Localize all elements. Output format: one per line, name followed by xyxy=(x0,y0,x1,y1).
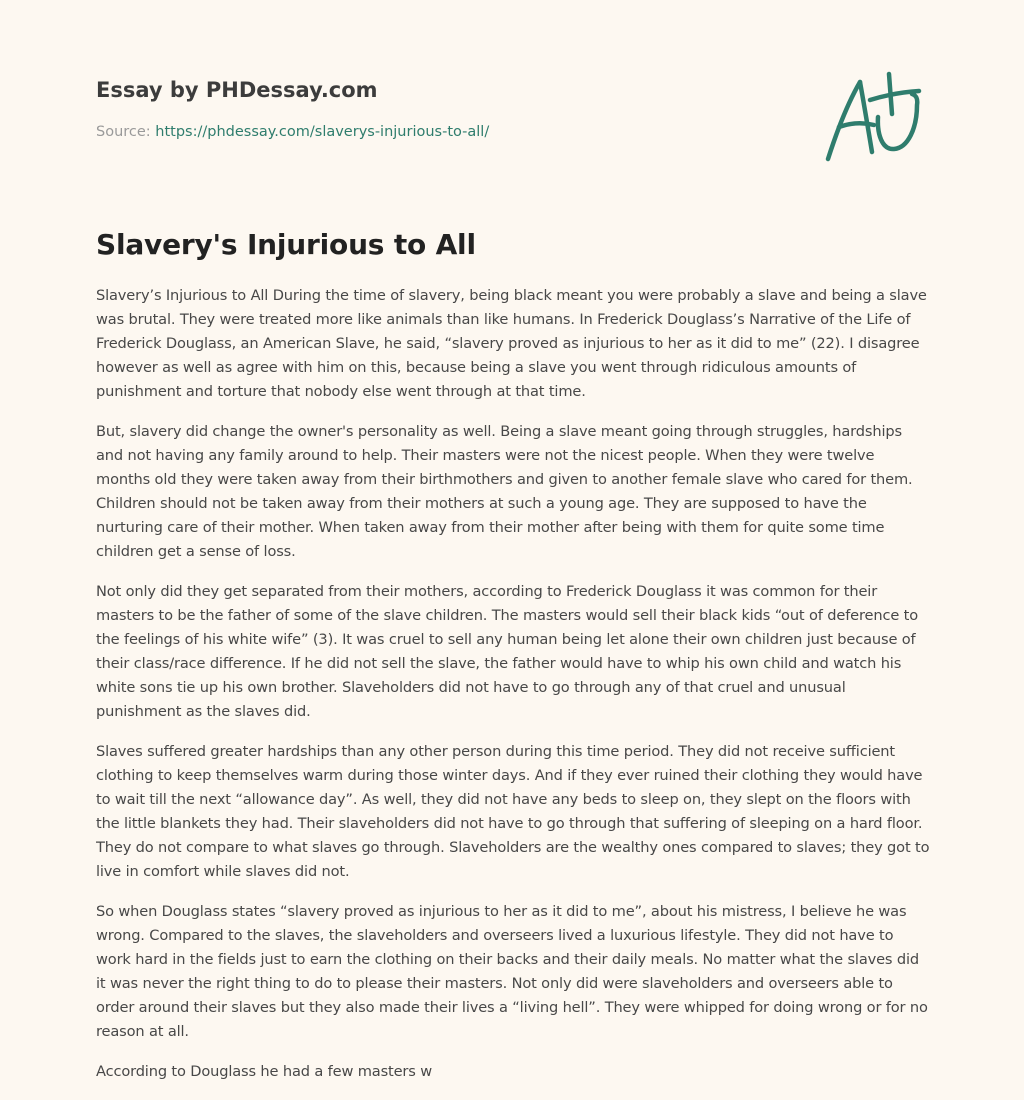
site-title: Essay by PHDessay.com xyxy=(96,78,378,102)
source-line xyxy=(96,121,796,143)
a-plus-logo xyxy=(822,68,928,166)
essay-title: Slavery's Injurious to All xyxy=(96,228,476,261)
essay-paragraph: Slaves suffered greater hardships than any other person during this time period. They did not receive sufficient clothing to keep themselves warm during those winter days. And if they ever ruined their clothing they would have to wait till the next “allowance day”. As well, they did not have any beds to sleep on, they slept on the floors with the little blankets they had. Their slaveholders did not have to go through that suffering of sleeping on a hard floor. They do not compare to what slaves go through. Slaveholders are the wealthy ones compared to slaves; they got to live in comfort while slaves did not. xyxy=(96,743,930,880)
essay-body xyxy=(96,284,932,1100)
source-link[interactable]: https://phdessay.com/slaverys-injurious-to-all/ xyxy=(155,124,490,140)
page-header xyxy=(96,74,796,143)
essay-paragraph: But, slavery did change the owner's personality as well. Being a slave meant going through struggles, hardships and not having any family around to help. Their masters were not the nicest people. When they were twelve months old they were taken away from their birthmothers and given to another female slave who cared for them. Children should not be taken away from their mothers at such a young age. They are supposed to have the nurturing care of their mother. When taken away from their mother after being with them for quite some time children get a sense of loss. xyxy=(96,423,913,560)
essay-paragraph: Slavery’s Injurious to All During the time of slavery, being black meant you were probably a slave and being a slave was brutal. They were treated more like animals than like humans. In Frederick Douglass’s Narrative of the Life of Frederick Douglass, an American Slave, he said, “slavery proved as injurious to her as it did to me” (22). I disagree however as well as agree with him on this, because being a slave you went through ridiculous amounts of punishment and torture that nobody else went through at that time. xyxy=(96,287,927,400)
essay-paragraph: Not only did they get separated from their mothers, according to Frederick Douglass it was common for their masters to be the father of some of the slave children. The masters would sell their black kids “out of deference to the feelings of his white wife” (3). It was cruel to sell any human being let alone their own children just because of their class/race difference. If he did not sell the slave, the father would have to whip his own child and watch his white sons tie up his own brother. Slaveholders did not have to go through any of that cruel and unusual punishment as the slaves did. xyxy=(96,583,919,720)
essay-paragraph: According to Douglass he had a few masters w xyxy=(96,1063,433,1080)
source-label: Source: xyxy=(96,124,151,140)
essay-paragraph: So when Douglass states “slavery proved as injurious to her as it did to me”, about his mistress, I believe he was wrong. Compared to the slaves, the slaveholders and overseers lived a luxurious lifestyle. They did not have to work hard in the fields just to earn the clothing on their backs and their daily meals. No matter what the slaves did it was never the right thing to do to please their masters. Not only did were slaveholders and overseers able to order around their slaves but they also made their lives a “living hell”. They were whipped for doing wrong or for no reason at all. xyxy=(96,903,928,1040)
